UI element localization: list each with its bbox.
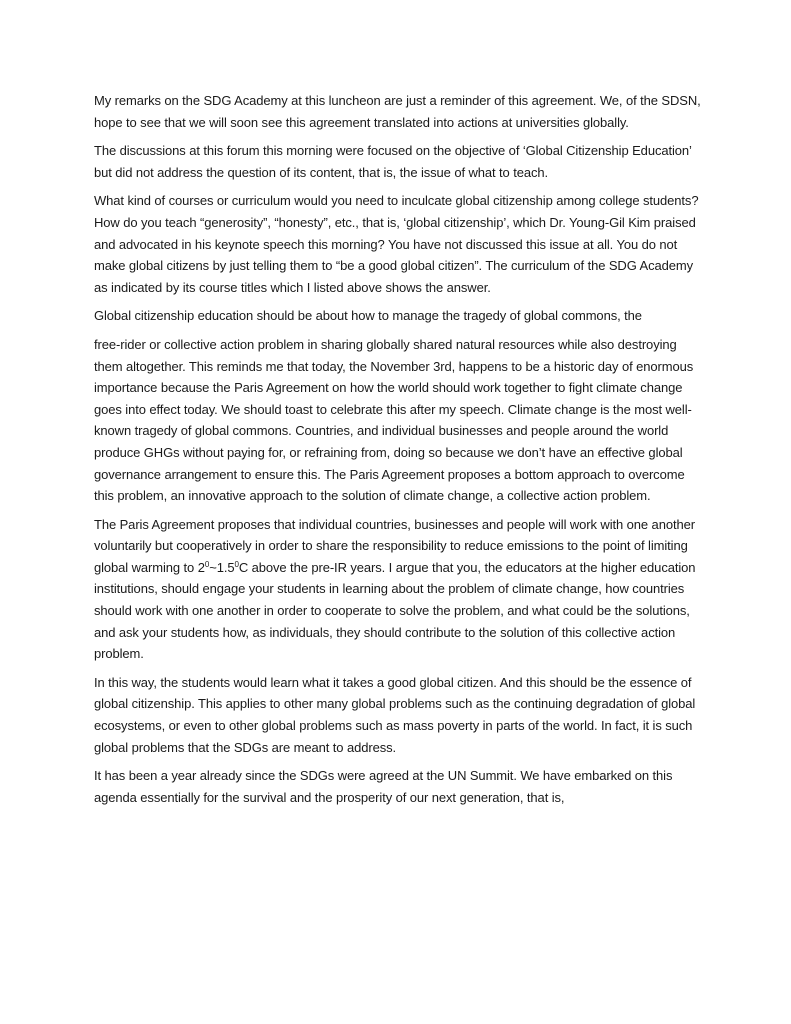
superscript-degree-1: 0 (204, 559, 210, 569)
superscript-degree-2: 0 (234, 559, 239, 569)
paragraph-sdgs-year: It has been a year already since the SDGs were agreed at the UN Summit. We have embarked on this agenda essentially for the survival and the prosperity of our next generation, that is, (94, 768, 673, 805)
document-body (94, 90, 706, 815)
paragraph-forum-discussions: The discussions at this forum this morning were focused on the objective of ‘Global Citizenship Education’ but did not address the question of its content, that is, the issue of what to teach. (94, 143, 692, 180)
paragraph-free-rider-problem: free-rider or collective action problem in sharing globally shared natural resources while also destroying them altogether. This reminds me that today, the November 3rd, happens to be a historic day of enormous importance because the Paris Agreement on how the world should work together to fight climate change goes into effect today. We should toast to celebrate this after my speech. Climate change is the most well-known tragedy of global commons. Countries, and individual businesses and people around the world produce GHGs without paying for, or refraining from, doing so because we don’t have an effective global governance arrangement to ensure this. The Paris Agreement proposes a bottom approach to overcome this problem, an innovative approach to the solution of climate change, a collective action problem. (94, 336, 694, 504)
paris-text-before: The Paris Agreement proposes that individual countries, businesses and people will work with one another voluntarily but cooperatively in order to share the responsibility to reduce emissions to the point of limiting global warming to 2 (94, 516, 695, 575)
paris-text-mid: ~1.5 (209, 559, 235, 575)
paragraph-good-global-citizen: In this way, the students would learn what it takes a good global citizen. And this should be the essence of global citizenship. This applies to other many global problems such as the continuing degradation of global ecosystems, or even to other global problems such as mass poverty in parts of the world. In fact, it is such global problems that the SDGs are meant to address. (94, 674, 696, 755)
paragraph-global-commons: Global citizenship education should be about how to manage the tragedy of global commons, the (94, 308, 642, 324)
paragraph-paris-agreement (94, 514, 706, 665)
paragraph-sdg-academy-remarks: My remarks on the SDG Academy at this luncheon are just a reminder of this agreement. We, of the SDSN, hope to see that we will soon see this agreement translated into actions at universities globally. (94, 93, 701, 130)
paris-text-after: C above the pre-IR years. I argue that you, the educators at the higher education institutions, should engage your students in learning about the problem of climate change, how countries should work with one another in order to cooperate to solve the problem, and what could be the solutions, and ask your students how, as individuals, they should contribute to the solution of this collective action problem. (94, 559, 696, 662)
paragraph-curriculum-question: What kind of courses or curriculum would you need to inculcate global citizenship among college students? How do you teach “generosity”, “honesty”, etc., that is, ‘global citizenship’, which Dr. Young-Gil Kim praised and advocated in his keynote speech this morning? You have not discussed this issue at all. You do not make global citizens by just telling them to “be a good global citizen”. The curriculum of the SDG Academy as indicated by its course titles which I listed above shows the answer. (94, 193, 699, 295)
